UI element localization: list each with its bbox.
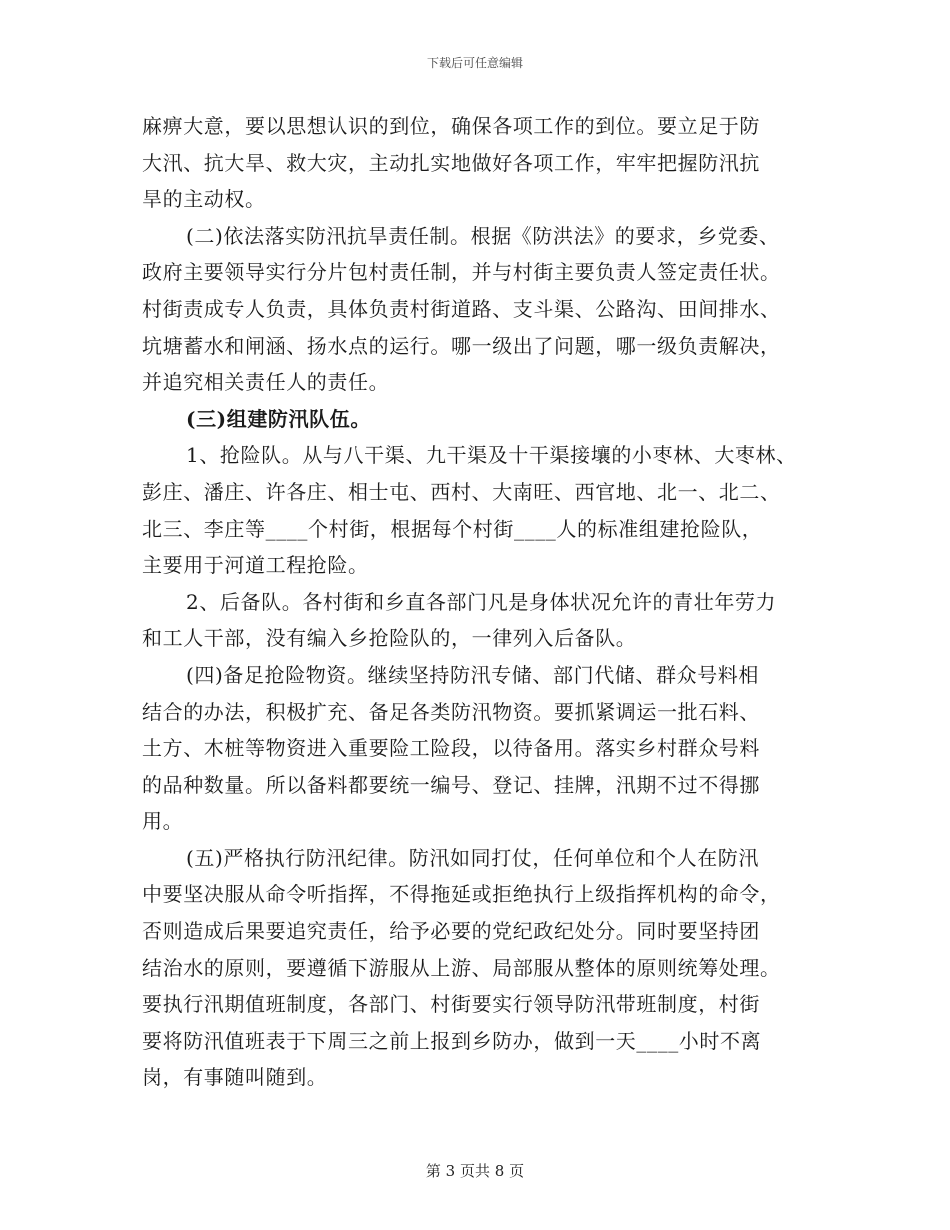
text-line: 彭庄、潘庄、许各庄、相士屯、西村、大南旺、西官地、北一、北二、	[142, 479, 781, 504]
text-line: 用。	[142, 809, 184, 834]
text-line: 的品种数量。所以备料都要统一编号、登记、挂牌，汛期不过不得挪	[142, 772, 760, 797]
text-line: 麻痹大意，要以思想认识的到位，确保各项工作的到位。要立足于防	[142, 114, 760, 138]
paragraph-rescue-team	[142, 437, 832, 583]
paragraph-continuation	[142, 108, 832, 218]
text-line: 否则造成后果要追究责任，给予必要的党纪政纪处分。同时要坚持团	[142, 919, 760, 944]
text-line: 和工人干部，没有编入乡抢险队的，一律列入后备队。	[142, 626, 637, 651]
text-line: 旱的主动权。	[142, 187, 266, 212]
text-line: 1、抢险队。从与八干渠、九干渠及十干渠接壤的小枣林、大枣林、	[186, 443, 797, 468]
text-line: 岗，有事随叫随到。	[142, 1065, 328, 1090]
text-line: 村街责成专人负责，具体负责村街道路、支斗渠、公路沟、田间排水、	[142, 296, 781, 321]
text-line: (四)备足抢险物资。继续坚持防汛专储、部门代储、群众号料相	[186, 662, 760, 687]
text-line: 中要坚决服从命令听指挥，不得拖延或拒绝执行上级指挥机构的命令，	[142, 882, 781, 907]
page-header: 下载后可任意编辑	[426, 56, 523, 70]
paragraph-materials	[142, 657, 832, 840]
paragraph-reserve-team	[142, 584, 832, 657]
paragraph-responsibility	[142, 218, 832, 401]
text-line: (五)严格执行防汛纪律。防汛如同打仗，任何单位和个人在防汛	[186, 845, 760, 870]
text-line: 北三、李庄等____个村街，根据每个村街____人的标准组建抢险队，	[142, 516, 763, 541]
text-line: (二)依法落实防汛抗旱责任制。根据《防洪法》的要求，乡党委、	[186, 223, 780, 248]
text-line: (三)组建防汛队伍。	[186, 406, 371, 431]
text-line: 主要用于河道工程抢险。	[142, 553, 369, 578]
text-line: 要执行汛期值班制度，各部门、村街要实行领导防汛带班制度，村街	[142, 992, 760, 1017]
text-line: 结治水的原则，要遵循下游服从上游、局部服从整体的原则统筹处理。	[142, 955, 781, 980]
section-heading	[142, 401, 832, 438]
text-line: 政府主要领导实行分片包村责任制，并与村街主要负责人签定责任状。	[142, 260, 781, 285]
paragraph-discipline	[142, 840, 832, 1096]
text-line: 坑塘蓄水和闸涵、扬水点的运行。哪一级出了问题，哪一级负责解决，	[142, 333, 781, 358]
page-number: 第 3 页共 8 页	[425, 1162, 525, 1180]
text-line: 大汛、抗大旱、救大灾，主动扎实地做好各项工作，牢牢把握防汛抗	[142, 150, 760, 175]
text-line: 并追究相关责任人的责任。	[142, 370, 390, 395]
document-body	[142, 108, 832, 1096]
text-line: 要将防汛值班表于下周三之前上报到乡防办，做到一天____小时不离	[142, 1028, 762, 1053]
text-line: 2、后备队。各村街和乡直各部门凡是身体状况允许的青壮年劳力	[186, 589, 777, 614]
text-line: 土方、木桩等物资进入重要险工险段，以待备用。落实乡村群众号料	[142, 736, 760, 761]
text-line: 结合的办法，积极扩充、备足各类防汛物资。要抓紧调运一批石料、	[142, 699, 760, 724]
